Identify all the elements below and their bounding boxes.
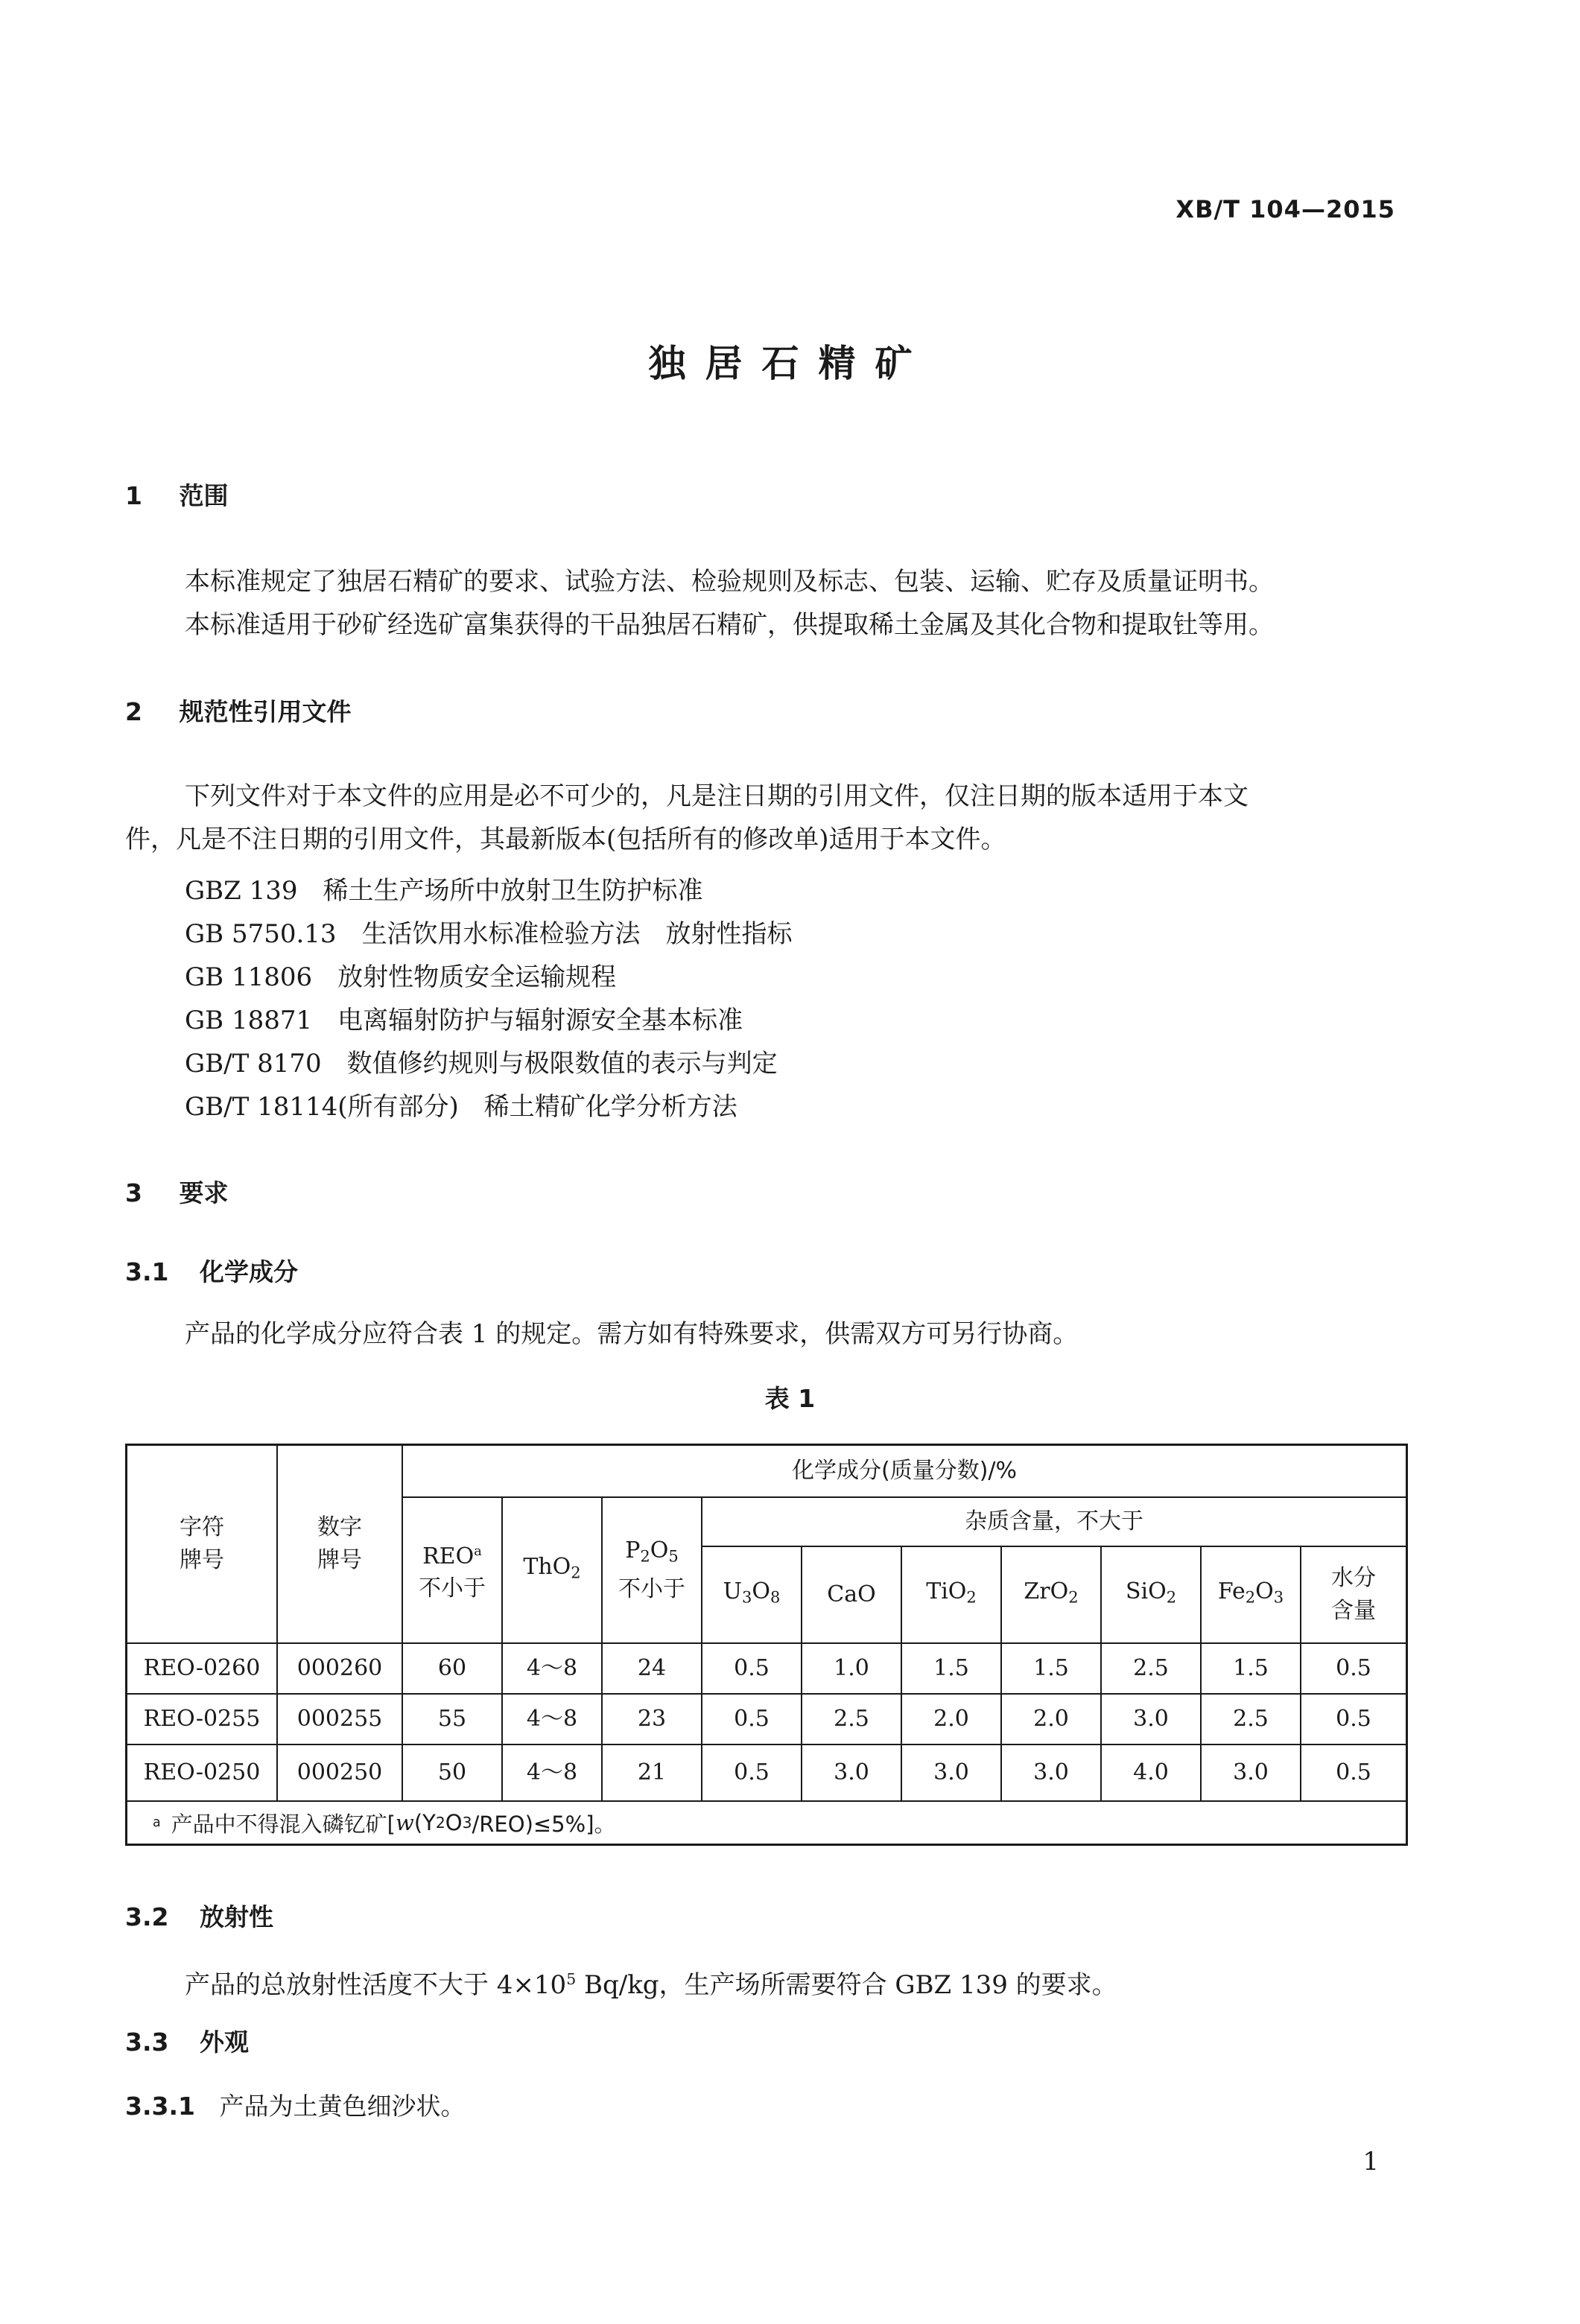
header-sio2: SiO$_2$ (1102, 1547, 1202, 1644)
header-tio2: TiO$_2$ (902, 1547, 1002, 1644)
table-cell-fe2o3: 1.5 (1202, 1644, 1301, 1695)
section-title: 范围 (179, 481, 229, 510)
section-number: 3.1 (125, 1257, 169, 1286)
table-cell-p2o5: 24 (603, 1644, 702, 1695)
reference-item: GB 11806 放射性物质安全运输规程 (185, 962, 617, 992)
table-cell-fe2o3: 3.0 (1202, 1745, 1301, 1802)
table-cell-moisture: 0.5 (1301, 1695, 1406, 1745)
section-3-2-heading (125, 1898, 273, 1933)
section-title: 外观 (199, 2028, 249, 2057)
table-cell-moisture: 0.5 (1301, 1644, 1406, 1695)
table-cell-u3o8: 0.5 (702, 1644, 802, 1695)
table-cell-code: 000255 (278, 1695, 403, 1745)
section-title: 规范性引用文件 (179, 697, 352, 726)
section-3-3-1 (125, 2087, 465, 2122)
table-caption: 表 1 (764, 1384, 816, 1413)
section-number: 1 (125, 481, 142, 510)
table-cell-code: 000250 (278, 1745, 403, 1802)
table-cell-grade: REO-0250 (127, 1745, 278, 1802)
table-cell-p2o5: 21 (603, 1745, 702, 1802)
scope-paragraph-2: 本标准适用于砂矿经选矿富集获得的干品独居石精矿，供提取稀土金属及其化合物和提取钍等用。 (185, 610, 1274, 640)
table-cell-moisture: 0.5 (1301, 1745, 1406, 1802)
table-cell-reo: 55 (403, 1695, 503, 1745)
section-number: 3.2 (125, 1902, 169, 1931)
table-cell-cao: 1.0 (802, 1644, 902, 1695)
header-tho2: ThO$_2$ (503, 1498, 603, 1644)
section-title: 要求 (179, 1178, 229, 1207)
section-number: 3.3 (125, 2028, 169, 2057)
table-cell-zro2: 2.0 (1002, 1695, 1102, 1745)
section-number: 2 (125, 697, 142, 726)
reference-item: GBZ 139 稀土生产场所中放射卫生防护标准 (185, 876, 703, 906)
table-cell-grade: REO-0260 (127, 1644, 278, 1695)
table-cell-sio2: 4.0 (1102, 1745, 1202, 1802)
chemical-composition-paragraph: 产品的化学成分应符合表 1 的规定。需方如有特殊要求，供需双方可另行协商。 (185, 1319, 1079, 1349)
table-cell-reo: 50 (403, 1745, 503, 1802)
page-number: 1 (1362, 2147, 1379, 2177)
table-cell-tho2: 4～8 (503, 1695, 603, 1745)
table-cell-cao: 2.5 (802, 1695, 902, 1745)
header-reo: REO$^a$ 不小于 (403, 1498, 503, 1644)
scope-paragraph-1: 本标准规定了独居石精矿的要求、试验方法、检验规则及标志、包装、运输、贮存及质量证明书。 (185, 567, 1274, 597)
reference-item: GB/T 8170 数值修约规则与极限数值的表示与判定 (185, 1049, 778, 1079)
table-cell-code: 000260 (278, 1644, 403, 1695)
table-cell-zro2: 1.5 (1002, 1644, 1102, 1695)
section-number: 3.3.1 (125, 2092, 195, 2121)
section-number: 3 (125, 1178, 142, 1207)
table-cell-u3o8: 0.5 (702, 1695, 802, 1745)
section-3-heading (125, 1174, 228, 1209)
section-title: 放射性 (199, 1902, 273, 1931)
table-cell-p2o5: 23 (603, 1695, 702, 1745)
table-cell-tio2: 1.5 (902, 1644, 1002, 1695)
header-fe2o3: $Fe_2O_3$ (1202, 1547, 1301, 1644)
section-2-heading (125, 693, 351, 728)
reference-item: GB 18871 电离辐射防护与辐射源安全基本标准 (185, 1006, 743, 1035)
header-cao: CaO (802, 1547, 902, 1644)
header-grade-numeric: 数字 牌号 (278, 1446, 403, 1644)
section-3-3-heading (125, 2023, 249, 2058)
header-impurities: 杂质含量，不大于 (702, 1498, 1406, 1547)
standard-code: XB/T 104—2015 (1176, 195, 1395, 223)
table-cell-fe2o3: 2.5 (1202, 1695, 1301, 1745)
normative-refs-intro-line-1: 下列文件对于本文件的应用是必不可少的，凡是注日期的引用文件，仅注日期的版本适用于本文 (185, 781, 1249, 811)
header-chemical-composition: 化学成分(质量分数)/% (403, 1446, 1406, 1498)
normative-refs-intro-line-2: 件，凡是不注日期的引用文件，其最新版本(包括所有的修改单)适用于本文件。 (125, 825, 1006, 854)
reference-item: GB 5750.13 生活饮用水标准检验方法 放射性指标 (185, 919, 793, 949)
section-1-heading (125, 477, 228, 512)
table-cell-cao: 3.0 (802, 1745, 902, 1802)
section-3-1-heading (125, 1253, 298, 1288)
table-cell-sio2: 3.0 (1102, 1695, 1202, 1745)
table-cell-u3o8: 0.5 (702, 1745, 802, 1802)
radioactivity-paragraph: 产品的总放射性活度不大于 $4\times 10^5$ Bq/kg，生产场所需要符合 GBZ 139 的要求。 (185, 1970, 1117, 2001)
table-cell-tho2: 4～8 (503, 1644, 603, 1695)
header-zro2: ZrO$_2$ (1002, 1547, 1102, 1644)
appearance-text: 产品为土黄色细沙状。 (219, 2092, 466, 2121)
table-cell-sio2: 2.5 (1102, 1644, 1202, 1695)
reference-item: GB/T 18114(所有部分) 稀土精矿化学分析方法 (185, 1092, 737, 1122)
table-footnote: a 产品中不得混入磷钇矿[ w (Y 2 O 3 /REO)≤5%]。 (153, 1810, 616, 1837)
header-u3o8: $U_3O_8$ (702, 1547, 802, 1644)
table-cell-reo: 60 (403, 1644, 503, 1695)
header-grade-char: 字符 牌号 (127, 1446, 278, 1644)
chemical-composition-table (125, 1444, 1408, 1846)
header-p2o5: $P_2O_5$ 不小于 (603, 1498, 702, 1644)
table-cell-tho2: 4～8 (503, 1745, 603, 1802)
header-moisture: 水分 含量 (1301, 1547, 1406, 1644)
table-cell-zro2: 3.0 (1002, 1745, 1102, 1802)
table-cell-tio2: 2.0 (902, 1695, 1002, 1745)
table-cell-tio2: 3.0 (902, 1745, 1002, 1802)
table-cell-grade: REO-0255 (127, 1695, 278, 1745)
document-title: 独居石精矿 (648, 342, 932, 385)
section-title: 化学成分 (199, 1257, 298, 1286)
